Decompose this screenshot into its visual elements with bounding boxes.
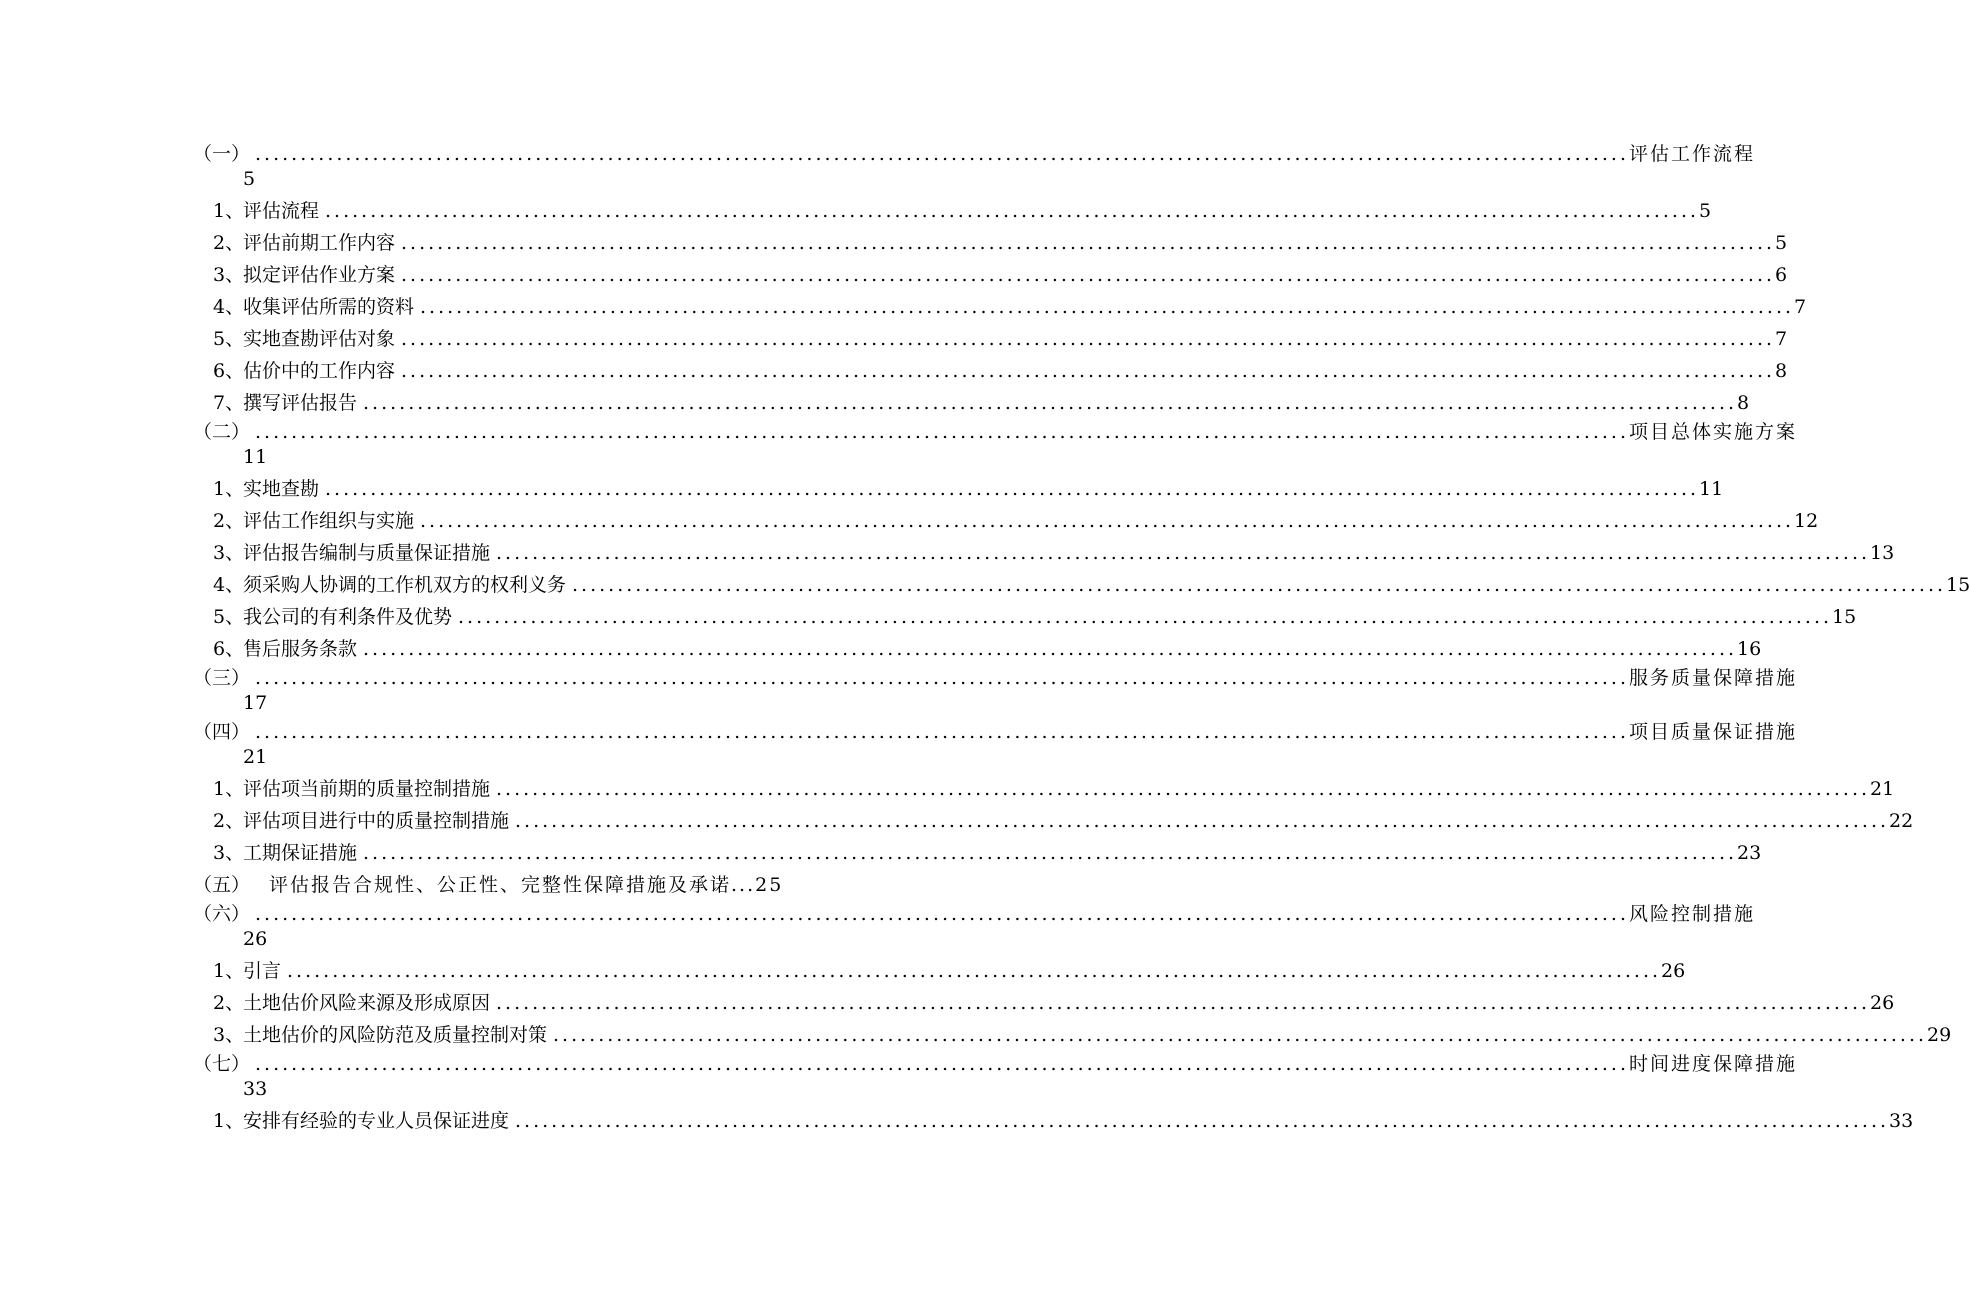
toc-section-page: 21 bbox=[243, 746, 268, 768]
toc-subsection-title: 须采购人协调的工作机双方的权利义务 bbox=[243, 574, 567, 596]
toc-subsection-page: 15 bbox=[1946, 574, 1970, 596]
toc-section-title: 时间进度保障措施 bbox=[1629, 1053, 1798, 1075]
toc-subsection-number: 5、 bbox=[213, 606, 245, 628]
toc-subsection-number: 2、 bbox=[213, 810, 245, 832]
toc-subsection-number: 1、 bbox=[213, 200, 245, 222]
toc-subsection-page: 5 bbox=[1699, 200, 1712, 222]
toc-subsection-title: 土地估价的风险防范及质量控制对策 bbox=[243, 1024, 548, 1046]
dot-leader: ........................................................................................................................................................ bbox=[363, 392, 1738, 414]
toc-subsection-title: 售后服务条款 bbox=[243, 638, 358, 660]
toc-section-title: 风险控制措施 bbox=[1629, 903, 1756, 925]
dot-leader: ........................................................................................................................................................ bbox=[287, 960, 1662, 982]
toc-subsection-entry[interactable] bbox=[193, 1019, 1952, 1051]
toc-subsection-number: 3、 bbox=[213, 264, 245, 286]
toc-subsection-entry[interactable] bbox=[193, 537, 1895, 569]
toc-subsection-page: 5 bbox=[1775, 232, 1788, 254]
dot-leader: ........................................................................................................................................................ bbox=[515, 1110, 1890, 1132]
toc-section-page: 17 bbox=[243, 692, 268, 714]
toc-subsection-entry[interactable] bbox=[193, 987, 1895, 1019]
toc-subsection-number: 3、 bbox=[213, 542, 245, 564]
toc-subsection-entry[interactable] bbox=[193, 505, 1819, 537]
toc-subsection-title: 评估项当前期的质量控制措施 bbox=[243, 778, 491, 800]
toc-section-entry[interactable] bbox=[193, 901, 1756, 927]
toc-subsection-number: 1、 bbox=[213, 778, 245, 800]
toc-subsection-title: 工期保证措施 bbox=[243, 842, 358, 864]
toc-subsection-entry[interactable] bbox=[193, 473, 1724, 505]
dot-leader: ........................................................................................................................................................ bbox=[401, 264, 1776, 286]
toc-section-page: 5 bbox=[243, 168, 256, 190]
toc-subsection-entry[interactable] bbox=[193, 773, 1895, 805]
toc-subsection-title: 拟定评估作业方案 bbox=[243, 264, 396, 286]
toc-subsection-title: 土地估价风险来源及形成原因 bbox=[243, 992, 491, 1014]
toc-subsection-entry[interactable] bbox=[193, 601, 1857, 633]
toc-subsection-title: 评估流程 bbox=[243, 200, 320, 222]
dot-leader: ........................................................................................................................................................ bbox=[401, 360, 1776, 382]
toc-subsection-number: 2、 bbox=[213, 510, 245, 532]
toc-section-number: （五） bbox=[193, 874, 251, 896]
toc-section-number: （四） bbox=[193, 721, 251, 743]
toc-section-title: 项目质量保证措施 bbox=[1629, 721, 1798, 743]
toc-section-entry[interactable] bbox=[193, 1051, 1798, 1077]
dot-leader: ........................................................................................................................................................ bbox=[496, 542, 1871, 564]
toc-subsection-entry[interactable] bbox=[193, 837, 1762, 869]
toc-subsection-entry[interactable] bbox=[193, 955, 1686, 987]
toc-subsection-number: 2、 bbox=[213, 992, 245, 1014]
toc-subsection-page: 29 bbox=[1927, 1024, 1952, 1046]
toc-subsection-entry[interactable] bbox=[193, 355, 1788, 387]
toc-subsection-page: 13 bbox=[1870, 542, 1895, 564]
toc-subsection-entry[interactable] bbox=[193, 633, 1762, 665]
toc-subsection-page: 16 bbox=[1737, 638, 1762, 660]
toc-subsection-entry[interactable] bbox=[193, 227, 1788, 259]
toc-subsection-number: 1、 bbox=[213, 478, 245, 500]
toc-subsection-page: 23 bbox=[1737, 842, 1762, 864]
toc-subsection-number: 4、 bbox=[213, 296, 245, 318]
toc-subsection-title: 安排有经验的专业人员保证进度 bbox=[243, 1110, 510, 1132]
toc-subsection-title: 收集评估所需的资料 bbox=[243, 296, 415, 318]
toc-subsection-entry[interactable] bbox=[193, 259, 1788, 291]
toc-subsection-title: 评估工作组织与实施 bbox=[243, 510, 415, 532]
toc-subsection-page: 7 bbox=[1775, 328, 1788, 350]
toc-section-number: （一） bbox=[193, 143, 251, 165]
toc-subsection-title: 估价中的工作内容 bbox=[243, 360, 396, 382]
dot-leader: ........................................................................................................................................................ bbox=[255, 421, 1630, 443]
dot-leader: ........................................................................................................................................................ bbox=[363, 842, 1738, 864]
toc-section-title: 评估报告合规性、公正性、完整性保障措施及承诺...25 bbox=[269, 874, 784, 896]
table-of-contents bbox=[193, 141, 1970, 1137]
toc-subsection-page: 11 bbox=[1699, 478, 1724, 500]
toc-subsection-number: 1、 bbox=[213, 960, 245, 982]
toc-section-number: （三） bbox=[193, 667, 251, 689]
toc-subsection-page: 33 bbox=[1889, 1110, 1914, 1132]
dot-leader: ........................................................................................................................................................ bbox=[325, 478, 1700, 500]
dot-leader: ........................................................................................................................................................ bbox=[496, 992, 1871, 1014]
toc-subsection-number: 5、 bbox=[213, 328, 245, 350]
toc-subsection-page: 7 bbox=[1794, 296, 1807, 318]
toc-subsection-entry[interactable] bbox=[193, 291, 1807, 323]
dot-leader: ........................................................................................................................................................ bbox=[255, 143, 1630, 165]
dot-leader: ........................................................................................................................................................ bbox=[458, 606, 1833, 628]
dot-leader: ........................................................................................................................................................ bbox=[515, 810, 1890, 832]
toc-subsection-page: 15 bbox=[1832, 606, 1857, 628]
toc-subsection-entry[interactable] bbox=[193, 569, 1970, 601]
toc-subsection-page: 8 bbox=[1775, 360, 1788, 382]
toc-subsection-title: 评估项目进行中的质量控制措施 bbox=[243, 810, 510, 832]
dot-leader: ........................................................................................................................................................ bbox=[401, 328, 1776, 350]
toc-subsection-page: 22 bbox=[1889, 810, 1914, 832]
toc-section-entry[interactable] bbox=[193, 869, 783, 901]
dot-leader: ........................................................................................................................................................ bbox=[255, 667, 1630, 689]
toc-subsection-page: 12 bbox=[1794, 510, 1819, 532]
toc-section-title: 服务质量保障措施 bbox=[1629, 667, 1798, 689]
dot-leader: ........................................................................................................................................................ bbox=[420, 296, 1795, 318]
dot-leader: ........................................................................................................................................................ bbox=[255, 903, 1630, 925]
dot-leader: ........................................................................................................................................................ bbox=[420, 510, 1795, 532]
toc-subsection-title: 撰写评估报告 bbox=[243, 392, 358, 414]
toc-section-entry[interactable] bbox=[193, 141, 1756, 167]
dot-leader: ........................................................................................................................................................ bbox=[401, 232, 1776, 254]
toc-subsection-page: 8 bbox=[1737, 392, 1750, 414]
toc-section-entry[interactable] bbox=[193, 419, 1798, 445]
toc-subsection-entry[interactable] bbox=[193, 195, 1712, 227]
dot-leader: ........................................................................................................................................................ bbox=[325, 200, 1700, 222]
toc-section-entry[interactable] bbox=[193, 719, 1798, 745]
toc-section-page: 26 bbox=[243, 928, 268, 950]
toc-subsection-title: 我公司的有利条件及优势 bbox=[243, 606, 453, 628]
toc-subsection-entry[interactable] bbox=[193, 323, 1788, 355]
toc-subsection-title: 评估前期工作内容 bbox=[243, 232, 396, 254]
toc-section-page: 11 bbox=[243, 446, 268, 468]
toc-section-number: （二） bbox=[193, 421, 251, 443]
toc-subsection-entry[interactable] bbox=[193, 805, 1914, 837]
toc-subsection-page: 26 bbox=[1661, 960, 1686, 982]
toc-subsection-title: 实地查勘评估对象 bbox=[243, 328, 396, 350]
toc-subsection-title: 评估报告编制与质量保证措施 bbox=[243, 542, 491, 564]
dot-leader: ........................................................................................................................................................ bbox=[496, 778, 1871, 800]
toc-subsection-number: 6、 bbox=[213, 638, 245, 660]
toc-subsection-number: 3、 bbox=[213, 1024, 245, 1046]
dot-leader: ........................................................................................................................................................ bbox=[363, 638, 1738, 660]
toc-subsection-entry[interactable] bbox=[193, 387, 1750, 419]
dot-leader: ........................................................................................................................................................ bbox=[255, 721, 1630, 743]
dot-leader: ........................................................................................................................................................ bbox=[255, 1053, 1630, 1075]
toc-subsection-number: 3、 bbox=[213, 842, 245, 864]
toc-subsection-page: 6 bbox=[1775, 264, 1788, 286]
toc-subsection-number: 7、 bbox=[213, 392, 245, 414]
toc-section-title: 评估工作流程 bbox=[1629, 143, 1756, 165]
toc-section-number: （六） bbox=[193, 903, 251, 925]
toc-subsection-number: 1、 bbox=[213, 1110, 245, 1132]
toc-subsection-title: 引言 bbox=[243, 960, 282, 982]
toc-subsection-number: 2、 bbox=[213, 232, 245, 254]
toc-subsection-page: 26 bbox=[1870, 992, 1895, 1014]
toc-section-page: 33 bbox=[243, 1078, 268, 1100]
dot-leader: ........................................................................................................................................................ bbox=[553, 1024, 1928, 1046]
toc-subsection-title: 实地查勘 bbox=[243, 478, 320, 500]
toc-subsection-entry[interactable] bbox=[193, 1105, 1914, 1137]
toc-section-entry[interactable] bbox=[193, 665, 1798, 691]
dot-leader: ........................................................................................................................................................ bbox=[572, 574, 1947, 596]
toc-subsection-number: 4、 bbox=[213, 574, 245, 596]
toc-subsection-number: 6、 bbox=[213, 360, 245, 382]
toc-section-title: 项目总体实施方案 bbox=[1629, 421, 1798, 443]
toc-section-number: （七） bbox=[193, 1053, 251, 1075]
toc-subsection-page: 21 bbox=[1870, 778, 1895, 800]
